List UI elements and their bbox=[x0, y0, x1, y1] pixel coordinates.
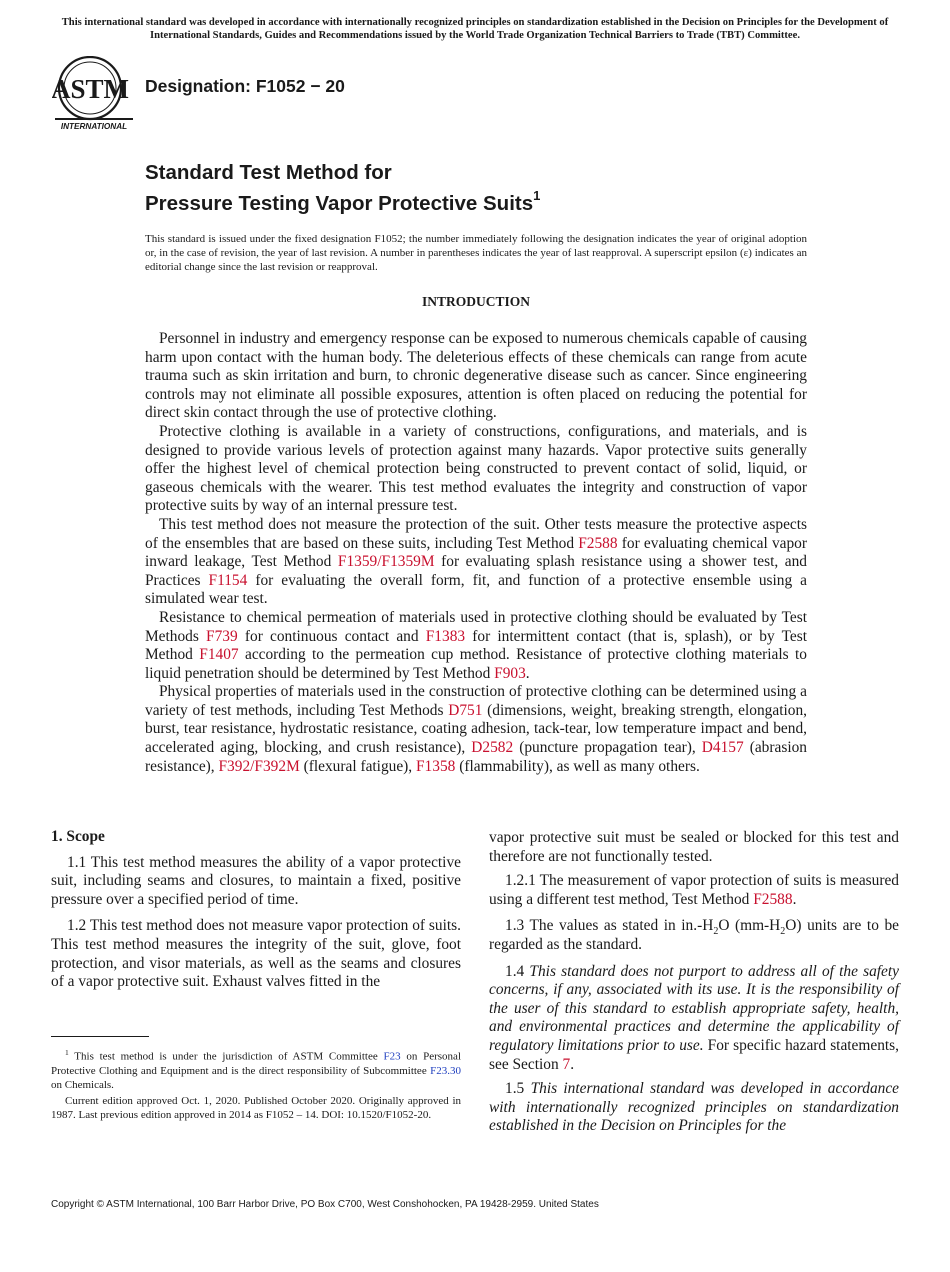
scope-heading: 1. Scope bbox=[51, 828, 105, 845]
footnote-divider bbox=[51, 1036, 149, 1037]
section-1-4: 1.4 This standard does not purport to address all of the safety concerns, if any, associated with its use. It is the responsibility of the user of this standard to establish appropriate safety, health, and environmental practices and determine the applicability of regulatory limitations prior to use. For specific hazard statements, see Section 7. bbox=[489, 962, 900, 1073]
right-column bbox=[489, 829, 899, 1144]
section-1-2-continued: vapor protective suit must be sealed or blocked for this test and therefore are not functionally tested. bbox=[489, 829, 899, 865]
introduction-heading: INTRODUCTION bbox=[421, 294, 530, 309]
intro-paragraph-5: Physical properties of materials used in the construction of protective clothing can be determined using a variety of test methods, including Test Methods D751 (dimensions, weight, breaking strength, elongation, burst, tear resistance, hydrostatic resistance, coating adhesion, tack-tear, low temperature impact and bend, accelerated aging, blocking, and crush resistance), D2582 (puncture propagation tear), D4157 (abrasion resistance), F392/F392M (flexural fatigue), F1358 (flammability), as well as many others. bbox=[145, 683, 808, 775]
document-title bbox=[145, 160, 845, 216]
svg-text:INTERNATIONAL: INTERNATIONAL bbox=[60, 122, 128, 131]
link-f739[interactable]: F739 bbox=[206, 627, 238, 645]
link-d751[interactable]: D751 bbox=[448, 701, 483, 719]
section-1-3: 1.3 The values as stated in $in.-H_2O$ $(mm-H_2O)$ units are to be regarded as the standard. bbox=[489, 917, 899, 953]
link-f392[interactable]: F392/F392M bbox=[218, 757, 300, 775]
link-f2588-scope[interactable]: F2588 bbox=[753, 890, 793, 908]
left-column bbox=[51, 828, 461, 1000]
intro-paragraph-3: This test method does not measure the protection of the suit. Other tests measure the protective aspects of the ensembles that are based on these suits, including Test Method F2588 for evaluating chemical vapor inward leakage, Test Method F1359/F1359M for evaluating splash resistance using a shower test, and Practices F1154 for evaluating the overall form, fit, and function of a protective ensemble using a simulated wear test. bbox=[145, 515, 808, 608]
intro-paragraph-2: Protective clothing is available in a variety of constructions, configurations, and materials, and is designed to provide various levels of protection against many hazards. Vapor protective suits generally offer the highest level of chemical protection being constructed to prevent contact of solid, liquid, or gaseous chemicals with the wearer. This test method evaluates the integrity and construction of vapor protective suits by way of an internal pressure test. bbox=[145, 422, 807, 515]
svg-text:ASTM: ASTM bbox=[52, 74, 130, 104]
title-line-1: Standard Test Method for bbox=[145, 161, 392, 184]
link-f2588[interactable]: F2588 bbox=[578, 534, 618, 552]
link-section-7[interactable]: 7 bbox=[562, 1055, 571, 1073]
link-f1154[interactable]: F1154 bbox=[208, 571, 248, 589]
section-1-2-1: 1.2.1 The measurement of vapor protection of suits is measured using a different test method, Test Method F2588. bbox=[489, 872, 899, 908]
link-f1383[interactable]: F1383 bbox=[425, 627, 466, 645]
link-f23[interactable]: F23 bbox=[383, 1050, 401, 1063]
link-f1358[interactable]: F1358 bbox=[416, 757, 456, 775]
introduction bbox=[145, 330, 807, 776]
section-1-5: 1.5 This international standard was developed in accordance with internationally recognized principles on standardization established in the Decision on Principles for the bbox=[489, 1080, 899, 1135]
issuance-note: This standard is issued under the fixed designation F1052; the number immediately following the designation indicates the year of original adoption or, in the case of revision, the year of last revision. A number in parentheses indicates the year of last reapproval. A superscript epsilon (ε) indicates an editorial change since the last revision or reapproval. bbox=[145, 233, 807, 274]
title-footnote-mark: 1 bbox=[533, 188, 541, 203]
link-f23-30[interactable]: F23.30 bbox=[430, 1064, 461, 1077]
link-f903[interactable]: F903 bbox=[494, 664, 526, 682]
intro-paragraph-1: Personnel in industry and emergency response can be exposed to numerous chemicals capable of causing harm upon contact with the human body. The deleterious effects of these chemicals can range from acute trauma such as skin irritation and burn, to chronic degenerative disease such as cancer. Since engineering controls may not eliminate all possible exposures, attention is often placed on reducing the potential for direct skin contact through the use of protective clothing. bbox=[145, 330, 807, 422]
link-d2582[interactable]: D2582 bbox=[471, 739, 514, 757]
astm-logo bbox=[52, 56, 136, 134]
astm-logo-mark bbox=[52, 56, 136, 134]
top-notice: This international standard was developed in accordance with internationally recognized principles on standardization established in the Decision on Principles for the Development of International Standards, Guides and Recommendations issued by the World Trade Organization Technical Barriers to Trade (TBT) Committee. bbox=[61, 17, 889, 41]
link-f1407[interactable]: F1407 bbox=[199, 646, 239, 664]
section-1-1: 1.1 This test method measures the ability of a vapor protective suit, including seams and closures, to maintain a fixed, positive pressure over a specified period of time. bbox=[51, 853, 461, 908]
section-1-2: 1.2 This test method does not measure vapor protection of suits. This test method measures the integrity of the suit, glove, foot protection, and visor materials, as well as the seams and closures of a vapor protective suit. Exhaust valves fitted in the bbox=[51, 917, 461, 991]
link-f1359[interactable]: F1359/F1359M bbox=[337, 553, 435, 571]
title-line-2: Pressure Testing Vapor Protective Suits$^1$ bbox=[145, 188, 541, 215]
link-d4157[interactable]: D4157 bbox=[701, 739, 744, 757]
footnote-edition: Current edition approved Oct. 1, 2020. Published October 2020. Originally approved in 1987. Last previous edition approved in 2014 as F1052 – 14. DOI: 10.1520/F1052-20. bbox=[51, 1095, 461, 1122]
footnotes bbox=[51, 1046, 461, 1125]
intro-paragraph-4: Resistance to chemical permeation of materials used in protective clothing should be evaluated by Test Methods F739 for continuous contact and F1383 for intermittent contact (that is, splash), or by Test Method F1407 according to the permeation cup method. Resistance of protective clothing materials to liquid penetration should be determined by Test Method F903. bbox=[145, 608, 807, 682]
copyright-footer: Copyright © ASTM International, 100 Barr Harbor Drive, PO Box C700, West Conshohocken, PA 19428-2959. United States bbox=[51, 1199, 599, 1210]
designation: Designation: F1052 − 20 bbox=[145, 76, 345, 96]
footnote-1: $^1$ This test method is under the jurisdiction of ASTM Committee F23 on Personal Protective Clothing and Equipment and is the direct responsibility of Subcommittee F23.30 on Chemicals. bbox=[51, 1048, 461, 1092]
